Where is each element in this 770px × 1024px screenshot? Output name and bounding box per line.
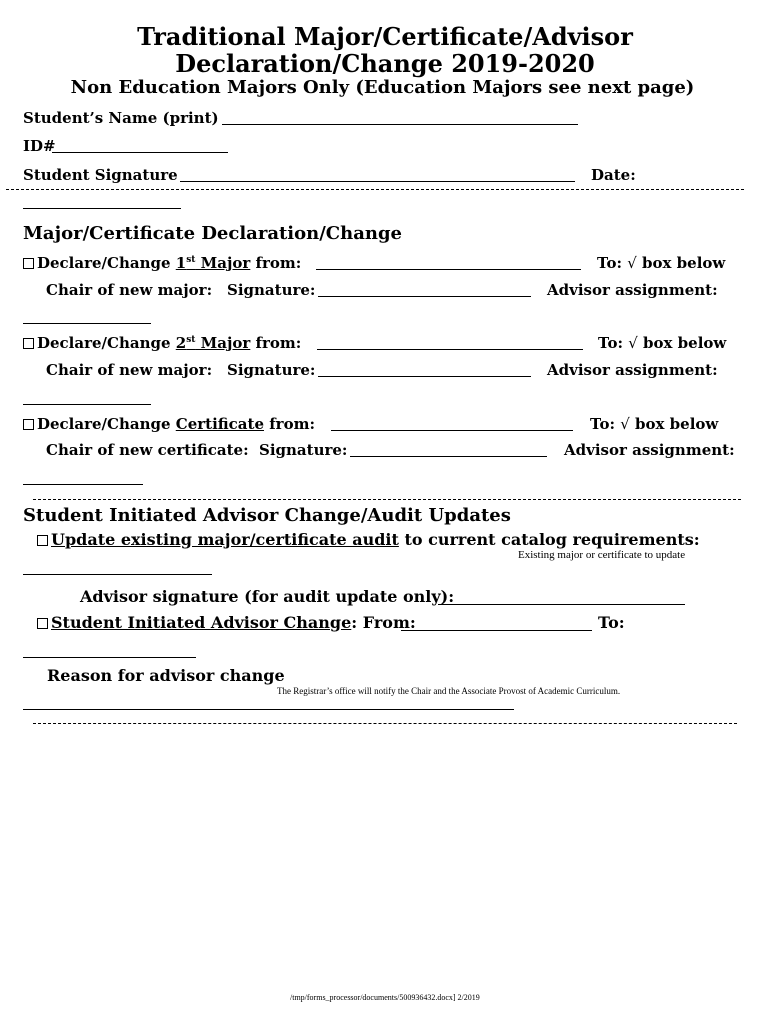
- form-title-line1: Traditional Major/Certificate/Advisor: [137, 22, 633, 51]
- second-major-to: [598, 334, 726, 352]
- box-below-text: box below: [635, 415, 719, 433]
- certificate-signature-label: Signature:: [259, 441, 348, 459]
- advisor-change-row: [37, 614, 416, 632]
- section-divider: [6, 189, 744, 190]
- to-label: To:: [590, 415, 615, 433]
- checkmark-icon: √: [620, 415, 630, 433]
- second-major-signature-label: Signature:: [227, 361, 316, 379]
- declaration-heading: Major/Certificate Declaration/Change: [23, 223, 403, 244]
- certificate-from-field[interactable]: [331, 430, 573, 431]
- certificate-from: from:: [264, 415, 315, 433]
- first-major-to: [597, 254, 725, 272]
- update-audit-label: Update existing major/certificate audit: [51, 530, 399, 549]
- checkmark-icon: √: [627, 254, 637, 272]
- date-field[interactable]: [23, 208, 181, 209]
- date-label: Date:: [591, 166, 636, 184]
- form-title-line2: Declaration/Change 2019-2020: [175, 49, 595, 78]
- second-major-chair-label: Chair of new major:: [46, 361, 213, 379]
- first-major-ordinal-sup: st: [186, 255, 196, 265]
- advisor-change-to-field[interactable]: [23, 657, 196, 658]
- second-major-word: Major: [195, 334, 251, 352]
- first-major-from-field[interactable]: [316, 269, 581, 270]
- student-id-label: ID#: [23, 137, 56, 155]
- second-major-ordinal: [176, 334, 251, 352]
- first-major-prefix: Declare/Change: [37, 254, 176, 272]
- box-below-text: box below: [642, 254, 726, 272]
- advisor-change-checkbox[interactable]: [37, 618, 48, 629]
- first-major-signature-field[interactable]: [318, 296, 531, 297]
- footer-path: /tmp/forms_processor/documents/500936432.docx] 2/2019: [290, 993, 480, 1002]
- to-label: To:: [597, 254, 622, 272]
- update-audit-field[interactable]: [23, 574, 212, 575]
- first-major-ordinal-num: 1: [175, 254, 187, 272]
- first-major-signature-label: Signature:: [227, 281, 316, 299]
- student-name-field[interactable]: [222, 124, 578, 125]
- advisor-change-to-label: To:: [598, 613, 625, 632]
- certificate-advisor-label: Advisor assignment:: [564, 441, 735, 459]
- student-signature-label: Student Signature: [23, 166, 178, 184]
- second-major-advisor-field[interactable]: [23, 404, 151, 405]
- certificate-to: [590, 415, 718, 433]
- second-major-ordinal-num: 2: [175, 334, 187, 352]
- form-subtitle: Non Education Majors Only (Education Majors see next page): [70, 77, 695, 98]
- second-major-row: [23, 334, 301, 352]
- section-divider: [33, 499, 741, 500]
- student-name-label: Student’s Name (print): [23, 109, 219, 127]
- student-id-field[interactable]: [52, 152, 228, 153]
- certificate-checkbox[interactable]: [23, 419, 34, 430]
- first-major-chair-label: Chair of new major:: [46, 281, 213, 299]
- advisor-change-from-field[interactable]: [401, 630, 592, 631]
- update-audit-suffix: to current catalog requirements:: [398, 530, 700, 549]
- certificate-advisor-field[interactable]: [23, 484, 143, 485]
- advisor-change-label: Student Initiated Advisor Change: [51, 613, 352, 632]
- student-signature-field[interactable]: [180, 181, 575, 182]
- registrar-note: The Registrar’s office will notify the Chair and the Associate Provost of Academic Curriculum.: [277, 686, 621, 696]
- certificate-chair-label: Chair of new certificate:: [46, 441, 249, 459]
- second-major-signature-field[interactable]: [318, 376, 531, 377]
- first-major-row: [23, 254, 301, 272]
- certificate-row: [23, 415, 315, 433]
- first-major-word: Major: [195, 254, 251, 272]
- advisor-signature-label: Advisor signature (for audit update only):: [80, 587, 455, 606]
- certificate-word: Certificate: [175, 415, 264, 433]
- update-audit-hint: Existing major or certificate to update: [518, 549, 686, 561]
- advisor-change-from-label: : From:: [351, 613, 416, 632]
- update-audit-row: [37, 531, 700, 549]
- certificate-prefix: Declare/Change: [37, 415, 176, 433]
- advisor-change-heading: Student Initiated Advisor Change/Audit Updates: [23, 505, 511, 526]
- second-major-ordinal-sup: st: [186, 335, 196, 345]
- first-major-advisor-field[interactable]: [23, 323, 151, 324]
- first-major-ordinal: [176, 254, 251, 272]
- box-below-text: box below: [643, 334, 727, 352]
- section-divider: [33, 723, 737, 724]
- reason-label: Reason for advisor change: [47, 666, 285, 685]
- second-major-from: from:: [250, 334, 302, 352]
- first-major-checkbox[interactable]: [23, 258, 34, 269]
- advisor-signature-field[interactable]: [438, 604, 685, 605]
- second-major-prefix: Declare/Change: [37, 334, 176, 352]
- certificate-signature-field[interactable]: [350, 456, 547, 457]
- second-major-from-field[interactable]: [317, 349, 583, 350]
- to-label: To:: [598, 334, 623, 352]
- checkmark-icon: √: [628, 334, 638, 352]
- update-audit-checkbox[interactable]: [37, 535, 48, 546]
- reason-field[interactable]: [23, 709, 514, 710]
- first-major-from: from:: [250, 254, 302, 272]
- first-major-advisor-label: Advisor assignment:: [547, 281, 718, 299]
- second-major-checkbox[interactable]: [23, 338, 34, 349]
- second-major-advisor-label: Advisor assignment:: [547, 361, 718, 379]
